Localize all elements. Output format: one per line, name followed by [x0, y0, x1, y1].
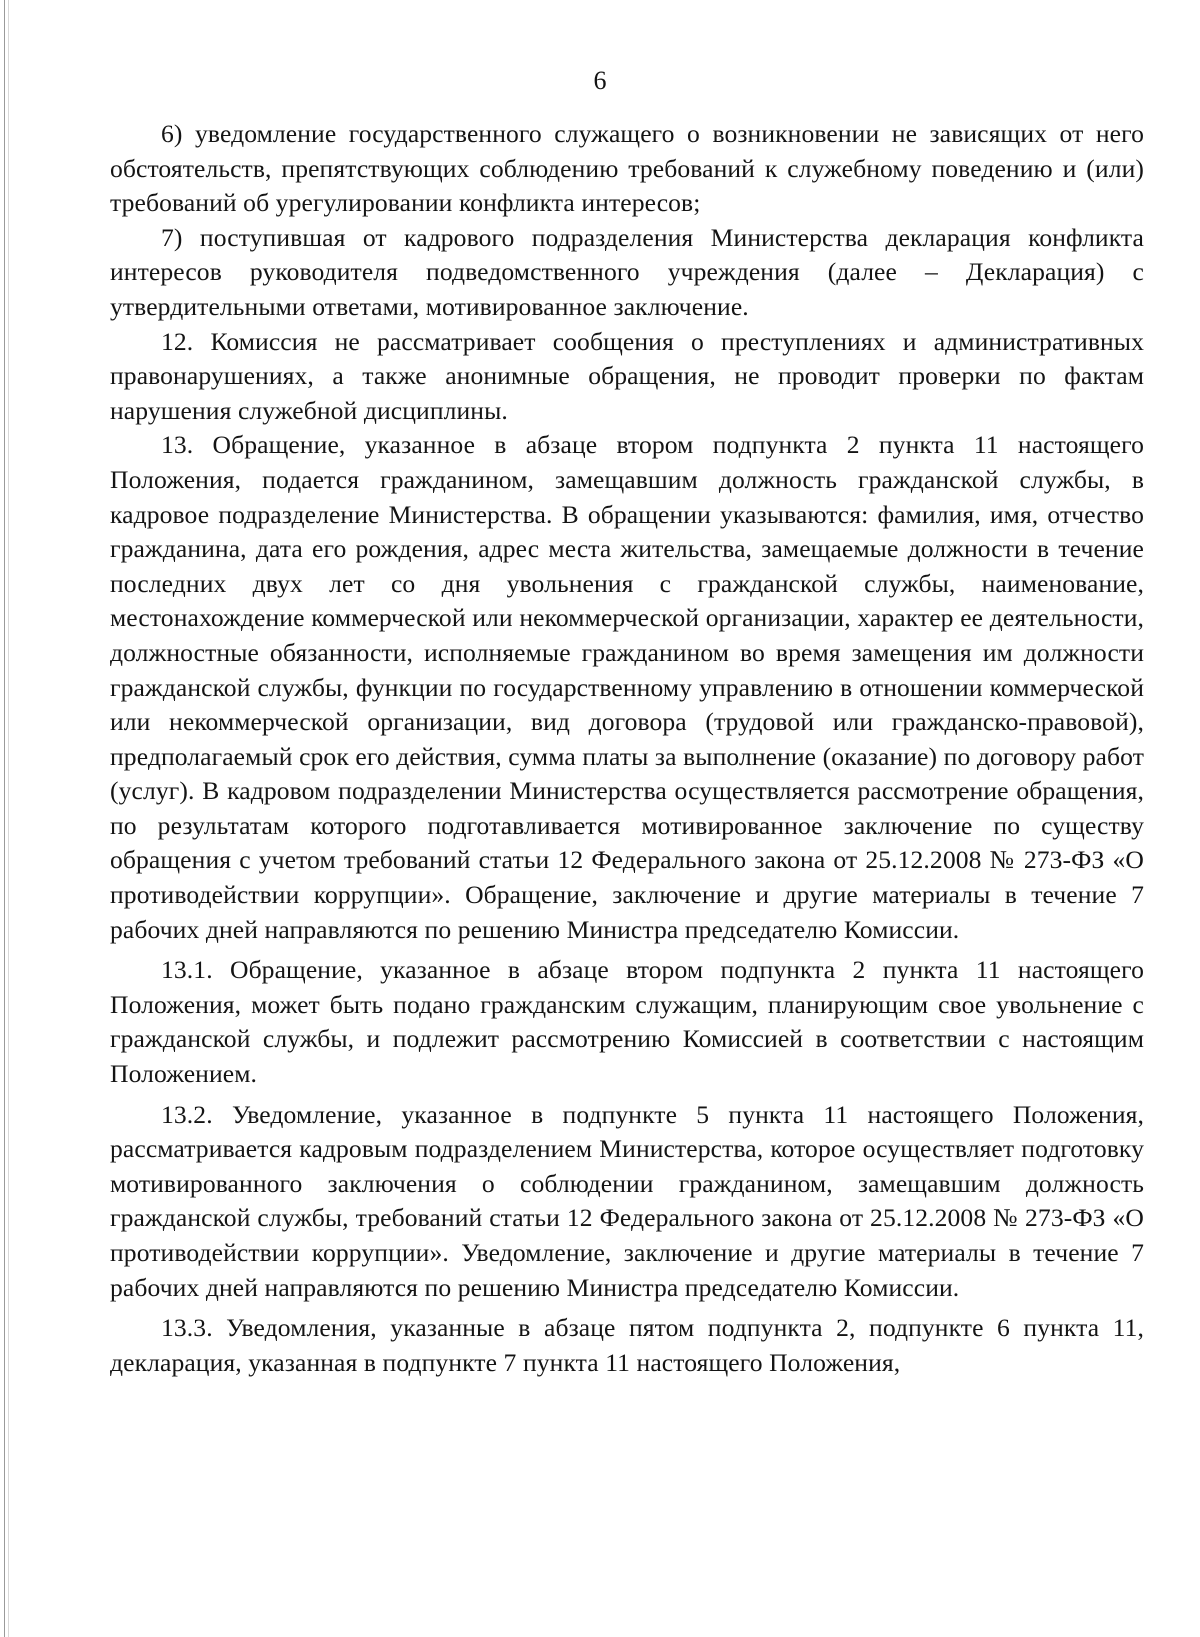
paragraph-clause-13: 13. Обращение, указанное в абзаце втором подпункта 2 пункта 11 настоящего Положения, подается гражданином, замещавшим должность гражданской службы, в кадровое подразделение Министерства. В обращении указываются: фамилия, имя, отчество гражданина, дата его рождения, адрес места жительства, замещаемые должности в течение последних двух лет со дня увольнения с гражданской службы, наименование, местонахождение коммерческой или некоммерческой организации, характер ее деятельности, должностные обязанности, исполняемые гражданином во время замещения им должности гражданской службы, функции по государственному управлению в отношении коммерческой или некоммерческой организации, вид договора (трудовой или гражданско-правовой), предполагаемый срок его действия, сумма платы за выполнение (оказание) по договору работ (услуг). В кадровом подразделении Министерства осуществляется рассмотрение обращения, по результатам которого подготавливается мотивированное заключение по существу обращения с учетом требований статьи 12 Федерального закона от 25.12.2008 № 273-ФЗ «О противодействии коррупции». Обращение, заключение и другие материалы в течение 7 рабочих дней направляются по решению Министра председателю Комиссии. [110, 430, 1144, 944]
paragraph-clause-13-2: 13.2. Уведомление, указанное в подпункте 5 пункта 11 настоящего Положения, рассматривается кадровым подразделением Министерства, которое осуществляет подготовку мотивированного заключения о соблюдении гражданином, замещавшим должность гражданской службы, требований статьи 12 Федерального закона от 25.12.2008 № 273-ФЗ «О противодействии коррупции». Уведомление, заключение и другие материалы в течение 7 рабочих дней направляются по решению Министра председателю Комиссии. [110, 1099, 1144, 1302]
paragraph-item-7: 7) поступившая от кадрового подразделения Министерства декларация конфликта интересов руководителя подведомственного учреждения (далее – Декларация) с утвердительными ответами, мотивированное заключение. [110, 222, 1144, 321]
paragraph-clause-13-1: 13.1. Обращение, указанное в абзаце втором подпункта 2 пункта 11 настоящего Положения, может быть подано гражданским служащим, планирующим свое увольнение с гражданской службы, и подлежит рассмотрению Комиссией в соответствии с настоящим Положением. [110, 955, 1144, 1089]
paragraph-clause-13-3: 13.3. Уведомления, указанные в абзаце пятом подпункта 2, подпункте 6 пункта 11, декларация, указанная в подпункте 7 пункта 11 настоящего Положения, [110, 1313, 1144, 1377]
scan-border-line [4, 0, 5, 1637]
document-body [110, 117, 1144, 1380]
paragraph-clause-12: 12. Комиссия не рассматривает сообщения о преступлениях и административных правонарушениях, а также анонимные обращения, не проводит проверки по фактам нарушения служебной дисциплины. [110, 326, 1144, 425]
paragraph-item-6: 6) уведомление государственного служащего о возникновении не зависящих от него обстоятельств, препятствующих соблюдению требований к служебному поведению и (или) требований об урегулировании конфликта интересов; [110, 119, 1144, 218]
page-number: 6 [593, 66, 607, 95]
scan-border-shadow [8, 0, 9, 1637]
